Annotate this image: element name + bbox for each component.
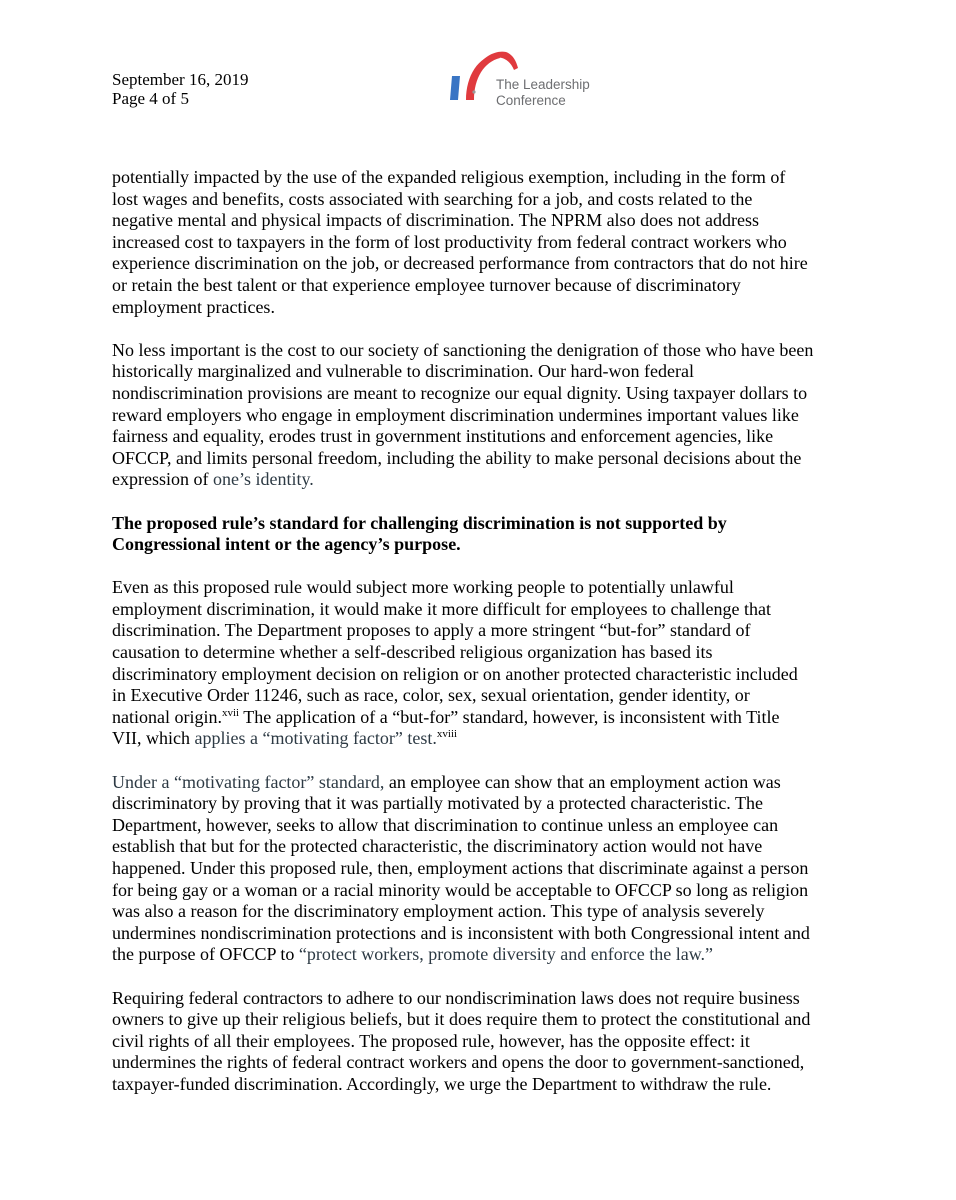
text-segment: or retain the best talent or that experience employee turnover because of discriminatory <box>112 274 741 295</box>
text-line <box>112 728 932 750</box>
text-line <box>112 275 932 297</box>
text-line <box>112 210 932 232</box>
text-segment: was also a reason for the discriminatory employment action. This type of analysis severely <box>112 901 765 922</box>
text-segment: causation to determine whether a self-described religious organization has based its <box>112 642 713 663</box>
body-paragraph <box>112 167 932 318</box>
endnote-reference: xvii <box>221 706 240 719</box>
text-segment: No less important is the cost to our society of sanctioning the denigration of those who have been <box>112 339 814 360</box>
text-segment: OFCCP, and limits personal freedom, including the ability to make personal decisions about the <box>112 447 802 468</box>
text-line <box>112 1052 932 1074</box>
text-segment: “protect workers, promote diversity and enforce the law.” <box>298 944 714 965</box>
text-segment: lost wages and benefits, costs associated with searching for a job, and costs related to the <box>112 188 753 209</box>
text-segment: happened. Under this proposed rule, then, employment actions that discriminate against a person <box>112 858 809 878</box>
text-line <box>112 297 932 319</box>
body-paragraph <box>112 772 932 966</box>
body-paragraph <box>112 340 932 491</box>
text-line <box>112 1031 932 1053</box>
endnote-reference: xviii <box>436 728 458 741</box>
logo-text <box>496 77 590 108</box>
text-segment: Under a “motivating factor” standard, <box>112 771 385 792</box>
text-segment: Department, however, seeks to allow that discrimination to continue unless an employee can <box>112 814 779 835</box>
text-line <box>112 944 932 966</box>
text-line <box>112 577 932 599</box>
text-line <box>112 901 932 923</box>
text-segment: establish that but for the protected characteristic, the discriminatory action would not have <box>112 836 763 857</box>
text-segment: potentially impacted by the use of the expanded religious exemption, including in the form of <box>112 167 786 187</box>
text-line <box>112 923 932 945</box>
text-segment: employment discrimination, it would make it more difficult for employees to challenge that <box>112 598 772 619</box>
text-segment: expression of <box>112 469 213 490</box>
text-segment: national origin. <box>112 706 222 727</box>
text-segment: Congressional intent or the agency’s purpose. <box>112 534 461 555</box>
text-segment: civil rights of all their employees. The proposed rule, however, has the opposite effect: it <box>112 1030 750 1051</box>
text-segment: Requiring federal contractors to adhere to our nondiscrimination laws does not require business <box>112 987 800 1008</box>
text-line <box>112 772 932 794</box>
text-segment: experience discrimination on the job, or decreased performance from contractors that do not hire <box>112 253 808 274</box>
text-line <box>112 253 932 275</box>
text-line <box>112 513 932 535</box>
text-segment: increased cost to taxpayers in the form of lost productivity from federal contract workers who <box>112 231 787 252</box>
text-segment: the purpose of OFCCP to <box>112 944 299 965</box>
text-segment: negative mental and physical impacts of discrimination. The NPRM also does not address <box>112 210 760 231</box>
text-segment: reward employers who engage in employment discrimination undermines important values like <box>112 404 799 425</box>
text-segment: undermines the rights of federal contract workers and opens the door to government-sanctioned, <box>112 1052 805 1073</box>
letter-header <box>112 70 248 108</box>
text-line <box>112 340 932 362</box>
text-segment: discriminatory by proving that it was partially motivated by a protected characteristic. The <box>112 793 763 814</box>
text-line <box>112 426 932 448</box>
text-segment: owners to give up their religious beliefs, but it does require them to protect the constitutional and <box>112 1009 811 1030</box>
text-segment: nondiscrimination provisions are meant to recognize our equal dignity. Using taxpayer dollars to <box>112 382 808 403</box>
text-segment: The proposed rule’s standard for challenging discrimination is not supported by <box>112 512 727 533</box>
text-line <box>112 685 932 707</box>
text-segment: historically marginalized and vulnerable to discrimination. Our hard-won federal <box>112 361 694 382</box>
text-line <box>112 469 932 491</box>
text-segment: discrimination. The Department proposes to apply a more stringent “but-for” standard of <box>112 620 751 641</box>
logo-text-line-2: Conference <box>496 92 566 108</box>
text-line <box>112 642 932 664</box>
section-heading <box>112 513 932 556</box>
text-line <box>112 599 932 621</box>
text-segment: VII, which <box>112 728 195 749</box>
text-segment: undermines nondiscrimination protections and is inconsistent with both Congressional intent and <box>112 922 810 943</box>
text-line <box>112 383 932 405</box>
text-segment: in Executive Order 11246, such as race, color, sex, sexual orientation, gender identity, or <box>112 685 750 706</box>
text-line <box>112 189 932 211</box>
text-line <box>112 534 932 556</box>
text-line <box>112 1074 932 1096</box>
letter-date: September 16, 2019 <box>112 70 249 89</box>
page-number: Page 4 of 5 <box>112 89 189 108</box>
body-paragraph <box>112 577 932 750</box>
letter-body <box>112 167 932 1117</box>
text-line <box>112 620 932 642</box>
text-segment: taxpayer-funded discrimination. Accordingly, we urge the Department to withdraw the rule. <box>112 1073 772 1094</box>
text-segment: fairness and equality, erodes trust in government institutions and enforcement agencies, like <box>112 426 774 447</box>
text-segment: applies a “motivating factor” test. <box>194 728 437 749</box>
text-line <box>112 858 932 880</box>
text-line <box>112 988 932 1010</box>
text-segment: an employee can show that an employment action was <box>384 771 781 792</box>
text-line <box>112 815 932 837</box>
body-paragraph <box>112 988 932 1096</box>
text-line <box>112 880 932 902</box>
text-segment: employment practices. <box>112 296 275 317</box>
text-segment: one’s identity. <box>212 469 314 490</box>
text-line <box>112 361 932 383</box>
text-segment: The application of a “but-for” standard, however, is inconsistent with Title <box>239 706 780 727</box>
text-line <box>112 707 932 729</box>
text-line <box>112 167 932 189</box>
text-line <box>112 836 932 858</box>
text-segment: for being gay or a woman or a racial minority would be acceptable to OFCCP so long as religion <box>112 879 809 900</box>
text-line <box>112 1009 932 1031</box>
text-line <box>112 793 932 815</box>
text-line <box>112 448 932 470</box>
text-segment: discriminatory employment decision on religion or on another protected characteristic included <box>112 663 798 684</box>
text-line <box>112 664 932 686</box>
text-line <box>112 405 932 427</box>
text-line <box>112 232 932 254</box>
text-segment: Even as this proposed rule would subject more working people to potentially unlawful <box>112 577 734 598</box>
logo-text-line-1: The Leadership <box>496 77 590 92</box>
